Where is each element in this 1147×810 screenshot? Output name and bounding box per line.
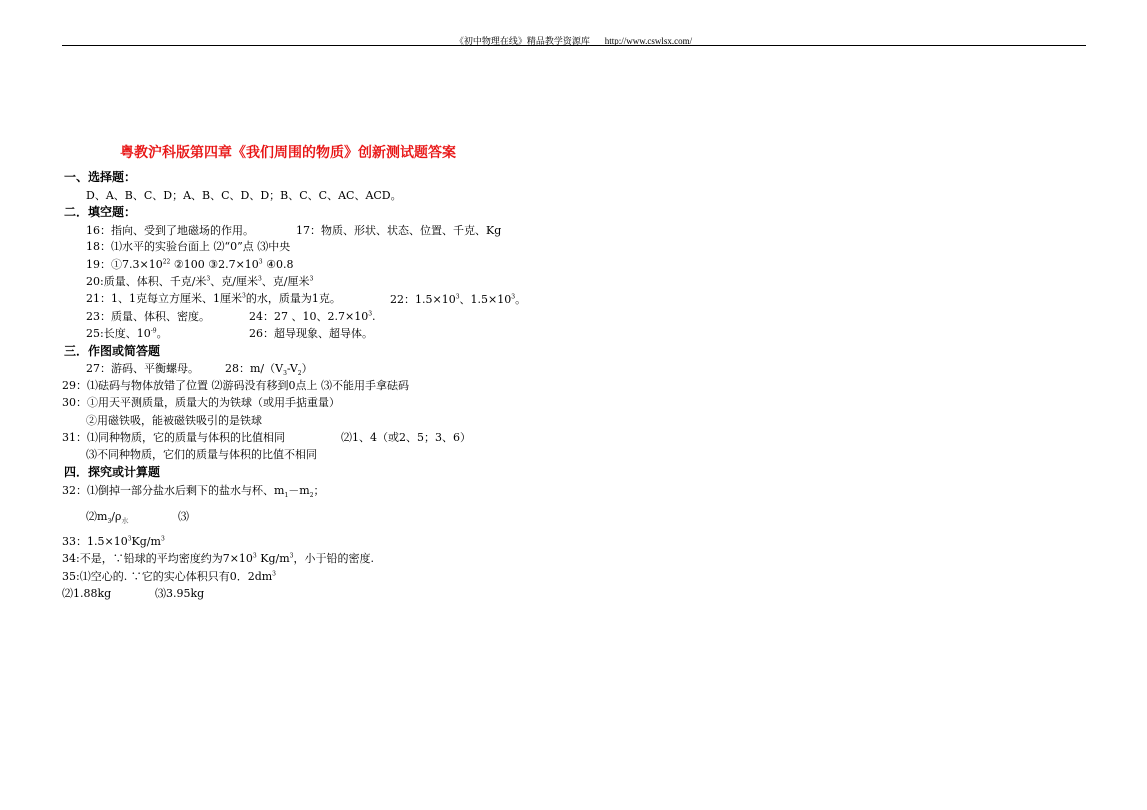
header-site: 《初中物理在线》精品教学资源库 xyxy=(454,37,590,47)
answer-35-line-1: 35:⑴空心的. ∵它的实心体积只有0．$2dm^3$ xyxy=(62,570,276,583)
answer-32-part-3: ⑶ xyxy=(178,510,189,523)
answer-30-line-1: 30：①用天平测质量，质量大的为铁球（或用手掂重量） xyxy=(62,396,340,409)
header-rule xyxy=(62,45,1086,46)
answer-28: 28：$m/(V_3-V_2)$ xyxy=(225,362,313,378)
answer-18: 18：⑴水平的实验台面上 ⑵“0”点 ⑶中央 xyxy=(86,240,291,253)
answer-20: 20:质量、体积、千克/米$^3$、克/厘米$^3$、克/厘米$^3$ xyxy=(86,275,314,288)
answer-31-line-1: 31：⑴同种物质，它的质量与体积的比值相同 xyxy=(62,431,285,444)
section-heading-fill: 二．填空题： xyxy=(64,205,137,219)
header-url[interactable]: http://www.cswlsx.com/ xyxy=(604,36,693,46)
answer-35-line-3: ⑶3.95kg xyxy=(155,587,205,600)
answer-33: 33：$1.5\times 10^3Kg/m^3$ xyxy=(62,535,165,548)
section-heading-drawing: 三．作图或简答题 xyxy=(64,344,161,358)
answer-23: 23：质量、体积、密度。 xyxy=(86,310,210,323)
answer-32-line-1: 32：⑴倒掉一部分盐水后剩下的盐水与杯、$m_1-m_2$； xyxy=(62,484,325,500)
answer-31-line-3: ⑶不同种物质，它们的质量与体积的比值不相同 xyxy=(86,448,317,461)
answer-30-line-2: ②用磁铁吸，能被磁铁吸引的是铁球 xyxy=(86,414,262,427)
answer-17: 17：物质、形状、状态、位置、千克、Kg xyxy=(296,224,502,237)
answer-32-line-2: $⑵m_3/\rho_水$ xyxy=(86,510,129,526)
section-heading-choice: 一、选择题： xyxy=(64,170,137,184)
answer-25: 25:长度、$10^{-9}$。 xyxy=(86,327,168,340)
answer-24: 24：27 、10、$2.7\times 10^3$. xyxy=(249,310,376,323)
answer-26: 26：超导现象、超导体。 xyxy=(249,327,373,340)
answer-35-line-2: ⑵1.88kg xyxy=(62,587,112,600)
answer-34: 34:不是，∵铅球的平均密度约为$7\times 10^3$ $Kg/m^3$，小于铅的密度. xyxy=(62,552,374,565)
answer-16: 16：指向、受到了地磁场的作用。 xyxy=(86,224,254,237)
answer-22: 22：$1.5\times 10^3$、$1.5\times 10^3$。 xyxy=(390,293,527,306)
document-title: 粤教沪科版第四章《我们周围的物质》创新测试题答案 xyxy=(120,145,456,161)
section-heading-calculation: 四．探究或计算题 xyxy=(64,465,161,479)
answer-21: 21：1、1克每立方厘米、1厘米$^3$的水，质量为1克。 xyxy=(86,292,341,305)
answer-29: 29：⑴砝码与物体放错了位置 ⑵游码没有移到0点上 ⑶不能用手拿砝码 xyxy=(62,379,409,392)
answer-choice: D、A、B、C、D；A、B、C、D、D；B、C、C、AC、ACD。 xyxy=(86,189,402,202)
answer-19: 19：$①7.3\times 10^{22}$ ②100 $③2.7\times 10^3$ ④0.8 xyxy=(86,258,294,271)
answer-31-line-2: ⑵1、4（或2、5；3、6） xyxy=(341,431,471,444)
answer-27: 27：游码、平衡螺母。 xyxy=(86,362,199,375)
